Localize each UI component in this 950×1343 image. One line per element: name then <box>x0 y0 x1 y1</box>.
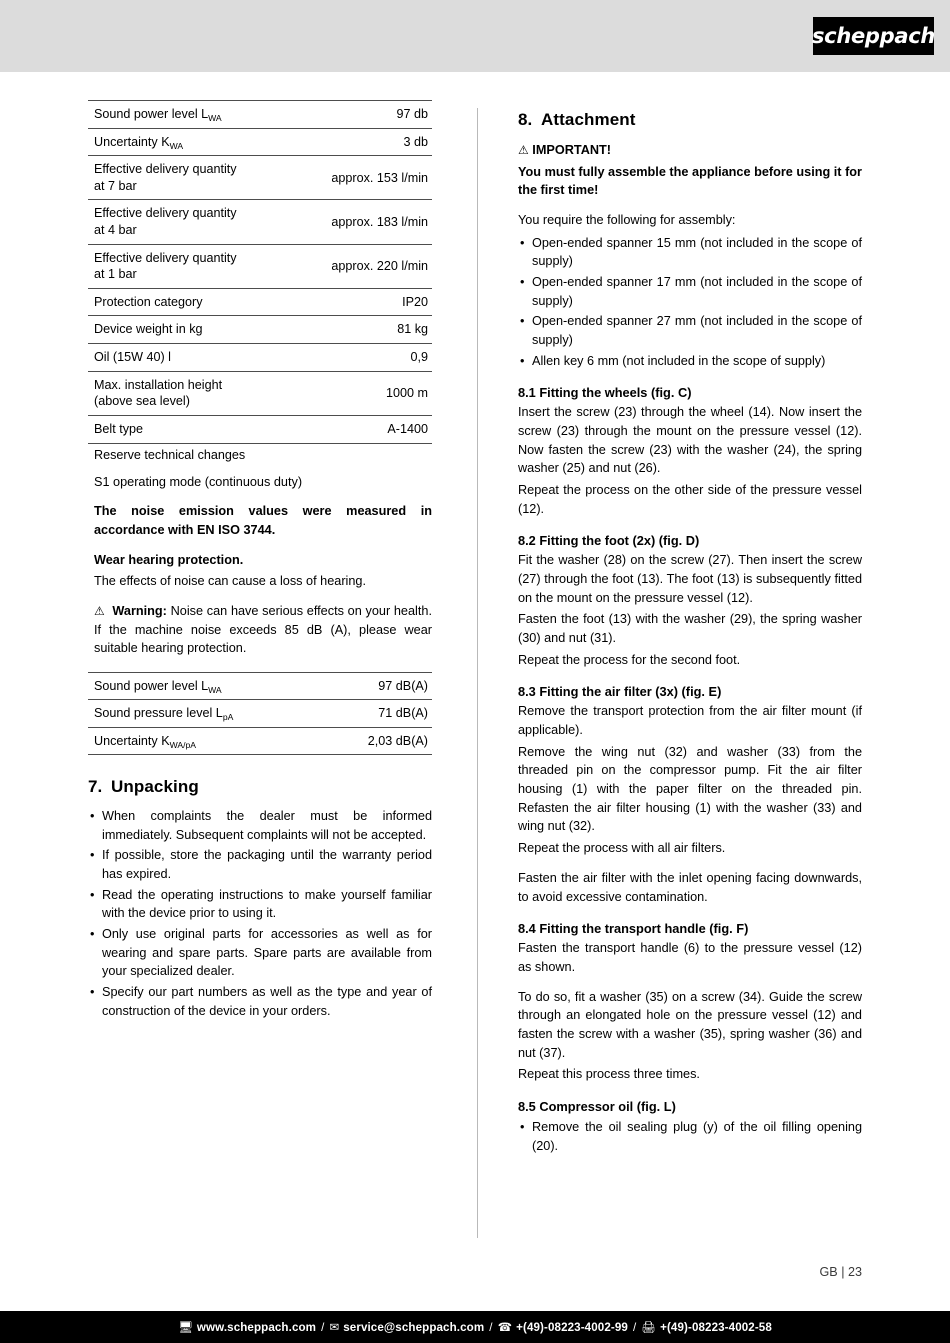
important-label-line <box>518 141 862 160</box>
noise-value: 2,03 dB(A) <box>322 727 432 754</box>
reserve-note: Reserve technical changes <box>94 447 246 462</box>
spec-value: approx. 183 l/min <box>291 200 433 244</box>
section-heading-unpacking <box>88 777 432 797</box>
subsection-heading-8-2: 8.2 Fitting the foot (2x) (fig. D) <box>518 533 700 549</box>
list-item: • If possible, store the packaging until the warranty period has expired. <box>88 846 432 883</box>
warning-triangle-icon: ⚠ <box>94 603 105 618</box>
unpacking-bullet-list <box>88 807 432 1020</box>
subsection-heading-8-4: 8.4 Fitting the transport handle (fig. F) <box>518 921 749 937</box>
table-row <box>88 156 432 200</box>
noise-value: 71 dB(A) <box>322 700 432 727</box>
technical-data-table <box>88 100 432 444</box>
subsection-8-5-list <box>518 1118 862 1155</box>
spec-value: A-1400 <box>291 415 433 443</box>
subsection-8-4-paragraph: To do so, fit a washer (35) on a screw (34). Guide the screw through an elongated hole on the pressure vessel (12) and fasten the screw with a washer (35), spring washer (36) and nut (37). <box>518 989 862 1060</box>
wear-hearing-protection-heading: Wear hearing protection. <box>94 552 244 567</box>
subsection-8-4-paragraph: Fasten the transport handle (6) to the pressure vessel (12) as shown. <box>518 941 862 974</box>
list-item: • Open-ended spanner 15 mm (not included in the scope of supply) <box>518 234 862 271</box>
scheppach-logo <box>813 17 934 55</box>
spec-label: Effective delivery quantity at 7 bar <box>88 156 291 200</box>
subsection-heading-8-1: 8.1 Fitting the wheels (fig. C) <box>518 385 692 401</box>
spec-value: approx. 153 l/min <box>291 156 433 200</box>
wear-hearing-protection-text: The effects of noise can cause a loss of hearing. <box>94 574 367 589</box>
assembly-requirements-list <box>518 234 862 371</box>
subsection-8-2-paragraph: Fit the washer (28) on the screw (27). Then insert the screw (27) through the foot (13). The foot (13) is subsequently fitted on the mount on the pressure vessel (12). <box>518 553 862 605</box>
noise-label: Sound pressure level $L_{pA}$ <box>88 700 322 727</box>
noise-values-table <box>88 672 432 755</box>
spec-label: Belt type <box>88 415 291 443</box>
subsection-8-3-paragraph: Fasten the air filter with the inlet opening facing downwards, to avoid excessive contamination. <box>518 870 862 904</box>
list-item: • Only use original parts for accessories as well as for wearing and spare parts. Spare parts are available from your specialized dealer. <box>88 925 432 981</box>
noise-label: Uncertainty $K_{WA/pA}$ <box>88 727 322 754</box>
table-row <box>88 128 432 156</box>
table-row <box>88 371 432 415</box>
operating-mode-text: S1 operating mode (continuous duty) <box>94 474 303 489</box>
column-divider <box>477 108 478 1238</box>
table-row <box>88 415 432 443</box>
spec-value: approx. 220 l/min <box>291 244 433 288</box>
table-row <box>88 672 432 699</box>
spec-label: Max. installation height (above sea level) <box>88 371 291 415</box>
footer-phone: +(49)-08223-4002-99 <box>516 1320 628 1334</box>
noise-subscript: pA <box>222 712 234 723</box>
subsection-8-3-paragraph: Repeat the process with all air filters. <box>518 841 726 856</box>
warning-label: Warning: <box>112 603 167 618</box>
spec-label: Effective delivery quantity at 4 bar <box>88 200 291 244</box>
noise-warning-paragraph <box>88 602 432 658</box>
subsection-8-2-paragraph: Repeat the process for the second foot. <box>518 652 741 667</box>
footer-website[interactable]: www.scheppach.com <box>196 1320 317 1334</box>
footer-separator: / <box>489 1320 493 1334</box>
list-item: • Open-ended spanner 17 mm (not included in the scope of supply) <box>518 273 862 310</box>
spec-label: Oil (15W 40) l <box>88 344 291 372</box>
spec-label: Uncertainty $K_{WA}$ <box>88 128 291 156</box>
footer-separator: / <box>632 1320 637 1334</box>
spec-value: 97 db <box>291 101 433 129</box>
table-row <box>88 727 432 754</box>
table-row <box>88 344 432 372</box>
warning-text: Noise can have serious effects on your health. If the machine noise exceeds 85 dB (A), please wear suitable hearing protection. <box>94 603 432 656</box>
list-item: • Read the operating instructions to make yourself familiar with the device prior to using it. <box>88 886 432 923</box>
page-header-band <box>0 0 950 72</box>
section-title: Unpacking <box>111 776 199 796</box>
mail-icon: ✉ <box>329 1320 340 1334</box>
table-row <box>88 101 432 129</box>
footer-fax: +(49)-08223-4002-58 <box>660 1320 772 1334</box>
warning-triangle-icon: ⚠ <box>518 143 529 157</box>
noise-subscript: WA <box>208 684 222 695</box>
list-item: • Remove the oil sealing plug (y) of the oil filling opening (20). <box>518 1118 862 1155</box>
list-item: • Open-ended spanner 27 mm (not included in the scope of supply) <box>518 312 862 349</box>
table-row <box>88 700 432 727</box>
assembly-requirements-intro: You require the following for assembly: <box>518 213 736 228</box>
spec-value: 3 db <box>291 128 433 156</box>
spec-value: IP20 <box>291 288 433 316</box>
section-number: 7. <box>88 776 103 796</box>
subsection-8-3-paragraph: Remove the transport protection from the air filter mount (if applicable). <box>518 704 862 738</box>
section-title: Attachment <box>541 110 636 129</box>
noise-measurement-heading: The noise emission values were measured in accordance with EN ISO 3744. <box>94 504 432 537</box>
noise-label: Sound power level $L_{WA}$ <box>88 672 322 699</box>
spec-label: Effective delivery quantity at 1 bar <box>88 244 291 288</box>
spec-subscript: WA <box>169 140 184 151</box>
important-text: You must fully assemble the appliance before using it for the first time! <box>518 164 862 198</box>
noise-subscript: WA/pA <box>169 739 197 750</box>
spec-value: 81 kg <box>291 316 433 344</box>
table-row <box>88 288 432 316</box>
phone-icon: ☎ <box>497 1320 513 1334</box>
list-item: • When complaints the dealer must be informed immediately. Subsequent complaints will not be accepted. <box>88 807 432 844</box>
spec-label: Protection category <box>88 288 291 316</box>
section-heading-attachment <box>518 110 862 130</box>
monitor-icon: 🖥 <box>178 1320 193 1334</box>
spec-subscript: WA <box>208 113 222 123</box>
page-number: GB | 23 <box>819 1265 862 1279</box>
fax-icon: 🖨 <box>641 1320 657 1334</box>
subsection-8-1-paragraph: Insert the screw (23) through the wheel (14). Now insert the screw (23) through the mount on the pressure vessel (12). Now fasten the screw (23) with the washer (24), the spring washer (25) and nut (26). <box>518 405 862 476</box>
table-row <box>88 244 432 288</box>
noise-value: 97 dB(A) <box>322 672 432 699</box>
spec-label: Device weight in kg <box>88 316 291 344</box>
spec-value: 1000 m <box>291 371 433 415</box>
list-item: • Allen key 6 mm (not included in the scope of supply) <box>518 352 862 371</box>
spec-label: Sound power level $L_{WA}$ <box>88 101 291 129</box>
subsection-heading-8-3: 8.3 Fitting the air filter (3x) (fig. E) <box>518 684 722 700</box>
subsection-8-1-paragraph: Repeat the process on the other side of the pressure vessel (12). <box>518 483 862 516</box>
table-row <box>88 316 432 344</box>
footer-separator: / <box>321 1320 325 1334</box>
section-number: 8. <box>518 110 533 129</box>
table-row <box>88 200 432 244</box>
subsection-heading-8-5: 8.5 Compressor oil (fig. L) <box>518 1098 676 1114</box>
subsection-8-3-paragraph: Remove the wing nut (32) and washer (33) from the threaded pin on the compressor pump. Fit the air filter housing (1) with the paper filter on the threaded pin. Refasten the air filter housing (1) with the washer (33) and wing nut (32). <box>518 744 862 834</box>
left-column <box>88 100 432 1020</box>
list-item: • Specify our part numbers as well as the type and year of construction of the device in your orders. <box>88 983 432 1020</box>
subsection-8-4-paragraph: Repeat this process three times. <box>518 1067 700 1082</box>
important-label: IMPORTANT! <box>532 143 611 157</box>
logo-text: scheppach <box>811 24 936 48</box>
spec-value: 0,9 <box>291 344 433 372</box>
subsection-8-2-paragraph: Fasten the foot (13) with the washer (29), the spring washer (30) and nut (31). <box>518 612 862 646</box>
footer-email[interactable]: service@scheppach.com <box>343 1320 485 1334</box>
right-column <box>518 100 862 1155</box>
page-footer <box>0 1311 950 1343</box>
